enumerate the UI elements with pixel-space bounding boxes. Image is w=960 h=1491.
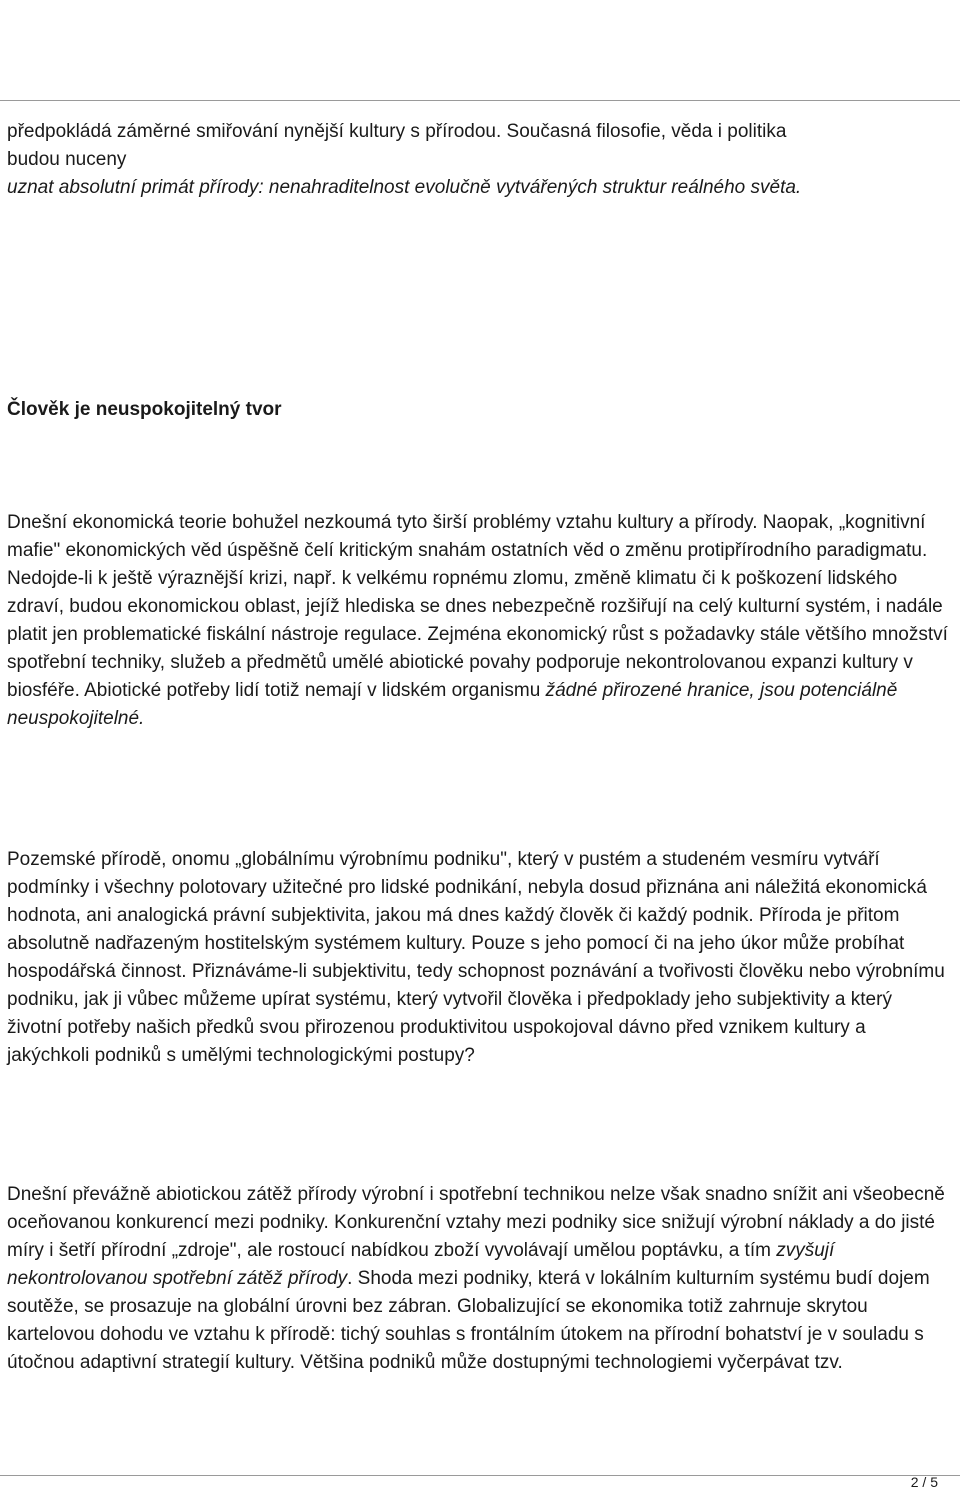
- intro-line: budou nuceny: [7, 149, 127, 170]
- paragraph-text: Dnešní převážně abiotickou zátěž přírody výrobní i spotřební technikou nelze však snadno snížit ani všeobecně oceňovanou konkurencí mezi podniky. Konkurenční vztahy mezi podniky sice snižují výrobní náklady a do jisté míry i šetří přírodní „zdroje", ale rostoucí nabídkou zboží vyvolávají umělou poptávku, a tím: [7, 1184, 945, 1261]
- section-heading: Člověk je neuspokojitelný tvor: [7, 399, 282, 420]
- intro-line: předpokládá záměrné smiřování nynější kultury s přírodou. Současná filosofie, věda i politika: [7, 121, 787, 142]
- intro-block: [7, 118, 952, 202]
- document-title: Josef Šmajs: Uzavřeme smlouvu se Zemí?: [8, 5, 412, 27]
- paragraph-nature-subjectivity: [7, 846, 952, 1070]
- author-line: Napsal uživatel Josef Šmajs: [8, 45, 209, 62]
- paragraph-text: . Shoda mezi podniky, která v lokálním kulturním systému budí dojem soutěže, se prosazuje na globální úrovni bez zábran. Globalizující se ekonomika totiž zahrnuje skrytou kartelovou dohodu ve vztahu k přírodě: tichý souhlas s frontálním útokem na přírodní bohatství je v souladu s útočnou adaptivní strategií kultury. Většina podniků může dostupnými technologiemi vyčerpávat tzv.: [7, 1268, 930, 1373]
- paragraph-text: Pozemské přírodě, onomu „globálnímu výrobnímu podniku", který v pustém a studeném vesmíru vytváří podmínky i všechny polotovary užitečné pro lidské podnikání, nebyla dosud přiznána ani náležitá ekonomická hodnota, ani analogická právní subjektivita, jakou má dnes každý člověk či každý podnik. Příroda je přitom absolutně nadřazeným hostitelským systémem kultury. Pouze s jeho pomocí či na jeho úkor může probíhat hospodářská činnost. Přiznáváme-li subjektivitu, tedy schopnost poznávání a tvořivosti člověku nebo výrobnímu podniku, jak ji vůbec můžeme upírat systému, který vytvořil člověka i předpoklady jeho subjektivity a který životní potřeby našich předků svou přirozenou produktivitou uspokojoval dávno před vznikem kultury a jakýchkoli podniků s umělými technologickými postupy?: [7, 849, 945, 1066]
- page-number: 2 / 5: [910, 1474, 938, 1490]
- intro-italic-text: uznat absolutní primát přírody: nenahraditelnost evolučně vytvářených struktur reálného světa.: [7, 177, 802, 198]
- paragraph-competition: [7, 1181, 952, 1377]
- paragraph-text: Dnešní ekonomická teorie bohužel nezkoumá tyto širší problémy vztahu kultury a přírody. Naopak, „kognitivní mafie" ekonomických věd úspěšně čelí kritickým snahám ostatních věd o změnu protipřírodního paradigmatu. Nedojde-li k ještě výraznější krizi, např. k velkému ropnému zlomu, změně klimatu či k poškození lidského zdraví, budou ekonomickou oblast, jejíž hlediska se dnes nebezpečně rozšiřují na celý kulturní systém, i nadále platit jen problematické fiskální nástroje regulace. Zejména ekonomický růst s požadavky stále většího množství spotřební techniky, služeb a předmětů umělé abiotické povahy podporuje nekontrolovanou expanzi kultury v biosféře. Abiotické potřeby lidí totiž nemají v lidském organismu: [7, 512, 948, 701]
- paragraph-italic-text: zvyšují nekontrolovanou spotřební zátěž přírody: [7, 1240, 835, 1289]
- paragraph-economics: [7, 509, 952, 733]
- header-divider: [0, 100, 960, 101]
- document-header: [0, 0, 960, 98]
- intro-emphasis: [7, 174, 952, 202]
- paragraph-italic-text: žádné přirozené hranice, jsou potenciálně neuspokojitelné.: [7, 680, 898, 729]
- date-line: Pátek, 10 Duben 2009 11:45 -: [8, 73, 221, 90]
- footer-divider: [0, 1475, 960, 1476]
